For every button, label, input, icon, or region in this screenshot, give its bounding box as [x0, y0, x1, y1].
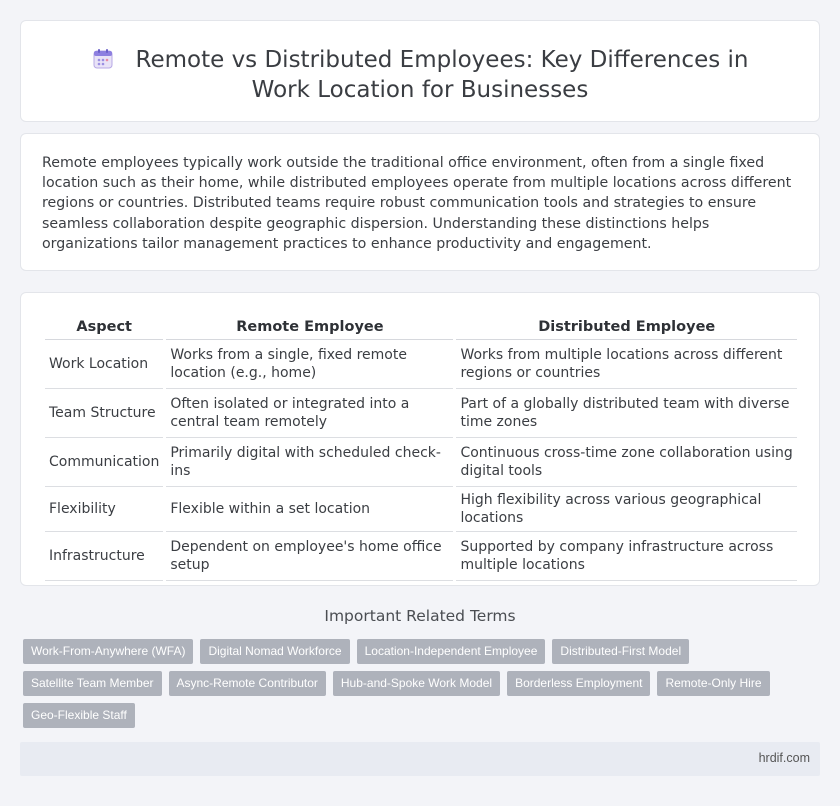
- table-cell: Work Location: [45, 340, 163, 389]
- table-cell: Primarily digital with scheduled check-ins: [166, 438, 453, 487]
- related-term-tag[interactable]: Distributed-First Model: [552, 639, 689, 664]
- table-cell: Flexibility: [45, 487, 163, 532]
- intro-paragraph: Remote employees typically work outside the traditional office environment, often from a single fixed location such as their home, while distributed employees operate from multiple locations across different regions or countries. Distributed teams require robust communication tools and strategies to ensure seamless collaboration despite geographic dispersion. Understanding these distinctions helps organizations tailor management practices to enhance productivity and engagement.: [42, 155, 792, 252]
- header-aspect: Aspect: [45, 316, 163, 340]
- related-term-tag[interactable]: Async-Remote Contributor: [169, 671, 326, 696]
- table-cell: Infrastructure: [45, 532, 163, 581]
- footer: [20, 742, 820, 776]
- table-cell: High flexibility across various geographical locations: [456, 487, 797, 532]
- intro-card: [20, 133, 820, 271]
- page-title: [21, 45, 819, 105]
- related-term-tag[interactable]: Geo-Flexible Staff: [23, 703, 135, 728]
- related-term-tag[interactable]: Location-Independent Employee: [357, 639, 546, 664]
- table-row: [45, 389, 797, 438]
- related-term-tag[interactable]: Digital Nomad Workforce: [200, 639, 349, 664]
- page-title-text: Remote vs Distributed Employees: Key Differences in Work Location for Businesses: [135, 47, 749, 103]
- table-cell: Part of a globally distributed team with diverse time zones: [456, 389, 797, 438]
- table-row: [45, 438, 797, 487]
- table-cell: Communication: [45, 438, 163, 487]
- comparison-card: [20, 292, 820, 586]
- table-row: [45, 487, 797, 532]
- calendar-icon: [92, 48, 114, 70]
- table-cell: Flexible within a set location: [166, 487, 453, 532]
- table-row: [45, 340, 797, 389]
- related-term-tag[interactable]: Satellite Team Member: [23, 671, 162, 696]
- table-cell: Team Structure: [45, 389, 163, 438]
- table-cell: Dependent on employee's home office setup: [166, 532, 453, 581]
- related-term-tag[interactable]: Hub-and-Spoke Work Model: [333, 671, 500, 696]
- footer-site-link[interactable]: hrdif.com: [758, 751, 810, 765]
- table-cell: Often isolated or integrated into a central team remotely: [166, 389, 453, 438]
- table-cell: Continuous cross-time zone collaboration using digital tools: [456, 438, 797, 487]
- table-cell: Works from a single, fixed remote location (e.g., home): [166, 340, 453, 389]
- related-term-tag[interactable]: Remote-Only Hire: [657, 671, 769, 696]
- header-distributed-employee: Distributed Employee: [456, 316, 797, 340]
- table-cell: Works from multiple locations across different regions or countries: [456, 340, 797, 389]
- table-cell: Supported by company infrastructure across multiple locations: [456, 532, 797, 581]
- related-term-tag[interactable]: Borderless Employment: [507, 671, 650, 696]
- related-term-tag[interactable]: Work-From-Anywhere (WFA): [23, 639, 193, 664]
- table-header-row: [45, 316, 797, 340]
- related-terms-title: Important Related Terms: [324, 607, 516, 625]
- title-card: [20, 20, 820, 122]
- related-terms-list: [23, 639, 823, 735]
- table-row: [45, 532, 797, 581]
- comparison-table: [42, 316, 800, 581]
- header-remote-employee: Remote Employee: [166, 316, 453, 340]
